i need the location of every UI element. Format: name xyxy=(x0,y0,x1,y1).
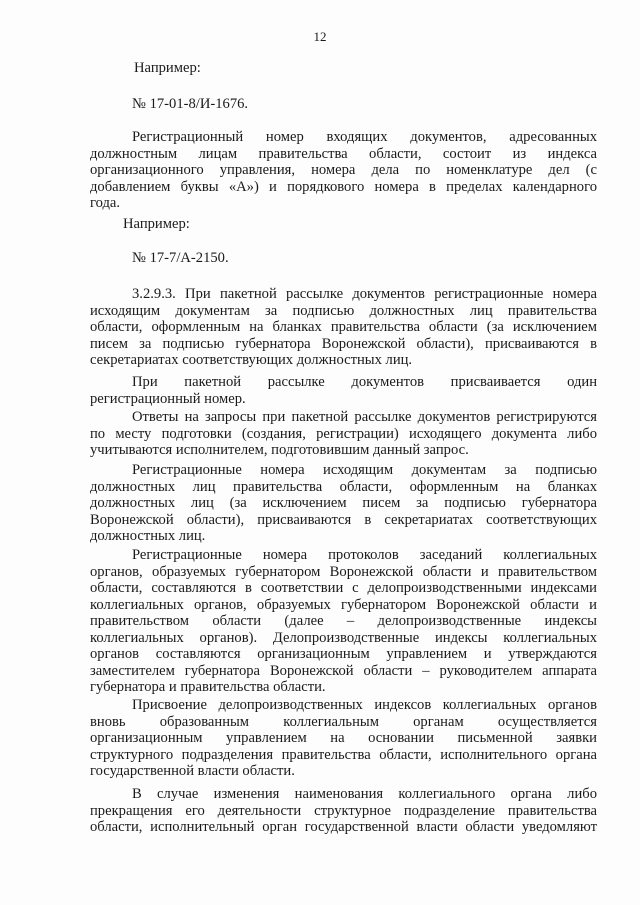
text-line: должностных лиц. xyxy=(90,528,206,544)
example-label-1: Например: xyxy=(134,60,201,76)
paragraph-name-change xyxy=(90,786,597,836)
text-line: секретариатах соответствующих должностных лиц. xyxy=(90,352,413,368)
text-line: правительством области (далее – делопроизводственные индексы xyxy=(90,613,597,629)
text-line: организационного управления, номера дела по номенклатуре дел (с xyxy=(90,162,597,178)
text-line: Присвоение делопроизводственных индексов коллегиальных органов xyxy=(132,697,597,713)
text-line: При пакетной рассылке документов присваивается один xyxy=(132,374,597,390)
example-value-1: № 17-01-8/И-1676. xyxy=(132,96,249,112)
text-line: должностных лиц правительства области, оформленным на бланках xyxy=(90,478,597,495)
text-line: должностных лиц (за исключением писем за подписью губернатора xyxy=(90,495,597,511)
text-line: области, исполнительный орган государственной власти области уведомляют xyxy=(90,819,597,835)
text-line: заместителем губернатора Воронежской области – руководителем аппарата xyxy=(90,662,597,679)
paragraph-outgoing-numbers xyxy=(90,462,597,545)
text-line: Ответы на запросы при пакетной рассылке документов регистрируются xyxy=(132,409,597,425)
text-line: губернатора и правительства области. xyxy=(90,679,326,695)
paragraph-protocols xyxy=(90,547,597,696)
text-line: 3.2.9.3. При пакетной рассылке документов регистрационные номера xyxy=(132,286,597,302)
paragraph-3-2-9-3 xyxy=(90,286,597,369)
text-line: Воронежской области), присваиваются в секретариатах соответствующих xyxy=(90,511,597,528)
text-line: вновь образованным коллегиальным органам осуществляется xyxy=(90,713,597,730)
paragraph-answers xyxy=(90,409,597,459)
text-line: Регистрационные номера исходящим документам за подписью xyxy=(132,462,597,478)
text-line: года. xyxy=(90,195,121,211)
text-line: добавлением буквы «А») и порядкового номера в пределах календарного xyxy=(90,178,597,195)
text-line: писем за подписью губернатора Воронежской области), присваиваются в xyxy=(90,335,597,352)
text-line: структурного подразделения правительства области, исполнительного органа xyxy=(90,746,597,763)
text-line: области, оформленным на бланках правительства области (за исключением xyxy=(90,319,597,335)
text-line: Регистрационный номер входящих документов, адресованных xyxy=(132,129,597,145)
text-line: области, составляются в соответствии с делопроизводственными индексами xyxy=(90,580,597,596)
paragraph-assign-indexes xyxy=(90,697,597,780)
text-line: организационным управлением на основании письменной заявки xyxy=(90,730,597,746)
text-line: Регистрационные номера протоколов заседаний коллегиальных xyxy=(132,547,597,563)
text-line: регистрационный номер. xyxy=(90,390,246,407)
example-label-2: Например: xyxy=(123,216,190,232)
text-line: прекращения его деятельности структурное подразделение правительства xyxy=(90,802,597,819)
text-line: государственной власти области. xyxy=(90,763,295,779)
text-line: по месту подготовки (создания, регистрации) исходящего документа либо xyxy=(90,425,597,442)
text-line: В случае изменения наименования коллегиального органа либо xyxy=(132,786,597,802)
text-line: коллегиальных органов, образуемых губернатором Воронежской области и xyxy=(90,596,597,613)
paragraph-incoming-numbers xyxy=(90,129,597,212)
text-line: органов, образуемых губернатором Воронежской области и правительством xyxy=(90,563,597,580)
page-number: 12 xyxy=(313,29,327,44)
text-line: должностным лицам правительства области, состоит из индекса xyxy=(90,145,597,162)
text-line: коллегиальных органов). Делопроизводственные индексы коллегиальных xyxy=(90,629,597,646)
text-line: органов составляются организационным управлением и утверждаются xyxy=(90,646,597,662)
example-value-2: № 17-7/А-2150. xyxy=(132,250,229,266)
text-line: учитываются исполнителем, подготовившим данный запрос. xyxy=(90,442,469,458)
text-line: исходящим документам за подписью должностных лиц правительства xyxy=(90,302,597,319)
paragraph-packet-mailing xyxy=(90,374,597,407)
